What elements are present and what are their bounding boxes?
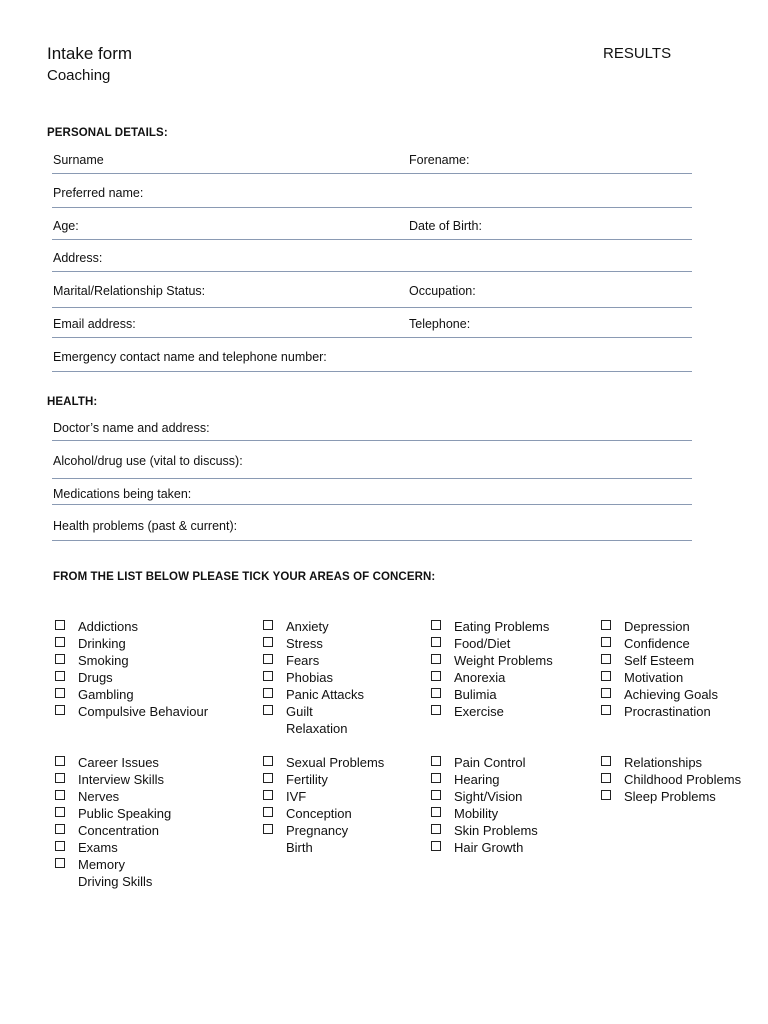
concern-item[interactable] [429,771,538,788]
concern-label: IVF [286,789,307,804]
concern-item[interactable] [53,686,208,703]
occupation-label: Occupation: [409,284,476,298]
checkbox[interactable] [55,671,65,681]
checkbox[interactable] [263,620,273,630]
concern-label: Motivation [624,670,684,685]
concern-list-sexual [261,754,384,856]
field-underline [52,271,692,272]
checkbox[interactable] [431,756,441,766]
concern-label: Public Speaking [78,806,172,821]
concern-label: Bulimia [454,687,497,702]
concern-label: Pregnancy [286,823,349,838]
checkbox[interactable] [601,671,611,681]
checkbox[interactable] [431,654,441,664]
field-underline [52,239,692,240]
concern-item[interactable] [53,754,171,771]
concern-item[interactable] [53,703,208,720]
concern-item[interactable] [261,669,364,686]
telephone-label: Telephone: [409,317,471,331]
checkbox[interactable] [431,841,441,851]
concern-item[interactable] [53,873,171,890]
concern-label: Concentration [78,823,159,838]
health-heading: HEALTH: [47,396,98,408]
concern-item[interactable] [429,788,538,805]
health-problems-label: Health problems (past & current): [53,519,238,533]
medications-label: Medications being taken: [53,487,192,501]
concern-item[interactable] [261,652,364,669]
checkbox[interactable] [431,637,441,647]
checkbox[interactable] [55,637,65,647]
concern-label: Exercise [454,704,504,719]
checkbox[interactable] [263,756,273,766]
concern-item[interactable] [53,839,171,856]
form-subtitle: Coaching [47,67,111,84]
concern-item[interactable] [53,635,208,652]
concern-label: Anxiety [286,619,329,634]
concern-list-depression [599,618,718,720]
checkbox[interactable] [431,620,441,630]
concern-item[interactable] [261,703,364,720]
concern-item[interactable] [261,805,384,822]
results-label: RESULTS [603,45,672,62]
concern-item[interactable] [429,703,553,720]
concern-item[interactable] [261,771,384,788]
checkbox[interactable] [55,841,65,851]
checkbox[interactable] [263,654,273,664]
concern-label: Depression [624,619,690,634]
concern-list-addictions [53,618,208,720]
concern-item[interactable] [429,839,538,856]
checkbox[interactable] [55,620,65,630]
doctor-label: Doctor’s name and address: [53,421,210,435]
field-underline [52,478,692,479]
concern-label: Eating Problems [454,619,550,634]
concern-label: Compulsive Behaviour [78,704,209,719]
checkbox[interactable] [601,773,611,783]
concern-label: Fears [286,653,320,668]
concern-label: Hearing [454,772,500,787]
checkbox[interactable] [601,705,611,715]
checkbox[interactable] [431,790,441,800]
concern-item[interactable] [599,754,741,771]
field-underline [52,307,692,308]
concern-label: Mobility [454,806,499,821]
concern-item[interactable] [599,652,718,669]
concern-label: Nerves [78,789,120,804]
concern-label: Interview Skills [78,772,164,787]
concern-item[interactable] [429,635,553,652]
concern-item[interactable] [261,618,364,635]
concern-label: Achieving Goals [624,687,718,702]
concern-label: Stress [286,636,323,651]
checkbox[interactable] [431,807,441,817]
form-title: Intake form [47,44,133,63]
alcohol-label: Alcohol/drug use (vital to discuss): [53,454,243,468]
concern-item[interactable] [53,805,171,822]
concern-item[interactable] [429,652,553,669]
checkbox[interactable] [601,620,611,630]
concern-item[interactable] [53,771,171,788]
checkbox[interactable] [263,637,273,647]
field-underline [52,371,692,372]
concern-item[interactable] [429,805,538,822]
concern-item[interactable] [53,618,208,635]
concern-label: Relationships [624,755,703,770]
concern-item[interactable] [53,788,171,805]
concerns-heading: FROM THE LIST BELOW PLEASE TICK YOUR AREAS OF CONCERN: [53,571,436,583]
concern-label: Career Issues [78,755,159,770]
concern-list-pain [429,754,538,856]
doctor-row[interactable] [52,421,692,441]
checkbox[interactable] [601,654,611,664]
field-underline [52,540,692,541]
concern-item[interactable] [261,686,364,703]
marital-occupation-row[interactable] [52,284,692,308]
health-problems-row[interactable] [52,519,692,541]
concern-label: Sight/Vision [454,789,523,804]
concern-label: Relaxation [286,721,348,736]
field-underline [52,440,692,441]
address-label: Address: [53,251,103,265]
concern-label: Fertility [286,772,328,787]
concern-list-eating [429,618,553,720]
checkbox[interactable] [55,824,65,834]
concern-item[interactable] [429,618,553,635]
medications-row[interactable] [52,487,692,505]
concern-label: Childhood Problems [624,772,742,787]
concern-label: Drinking [78,636,126,651]
concern-item[interactable] [429,669,553,686]
concern-label: Smoking [78,653,129,668]
concern-list-career [53,754,171,890]
checkbox[interactable] [55,688,65,698]
field-underline [52,173,692,174]
concern-label: Anorexia [454,670,506,685]
concern-label: Gambling [78,687,134,702]
checkbox[interactable] [431,773,441,783]
concern-item[interactable] [53,669,208,686]
concern-label: Food/Diet [454,636,511,651]
concern-item[interactable] [599,703,718,720]
personal-details-heading: PERSONAL DETAILS: [47,127,168,139]
concern-item[interactable] [53,652,208,669]
concern-label: Exams [78,840,118,855]
surname-label: Surname [53,153,104,167]
concern-item[interactable] [429,686,553,703]
checkbox[interactable] [601,637,611,647]
preferred-name-row[interactable] [52,185,692,208]
checkbox[interactable] [431,824,441,834]
checkbox[interactable] [55,858,65,868]
alcohol-row[interactable] [52,454,692,479]
concern-label: Sexual Problems [286,755,385,770]
concern-item[interactable] [429,754,538,771]
email-label: Email address: [53,317,136,331]
surname-forename-row[interactable] [52,152,692,174]
checkbox[interactable] [263,688,273,698]
concern-label: Pain Control [454,755,526,770]
concern-label: Memory [78,857,125,872]
address-row[interactable] [52,251,692,272]
checkbox[interactable] [55,756,65,766]
checkbox[interactable] [263,773,273,783]
concern-label: Hair Growth [454,840,524,855]
checkbox[interactable] [431,705,441,715]
email-telephone-row[interactable] [52,317,692,338]
concern-item[interactable] [261,788,384,805]
preferred-name-label: Preferred name: [53,186,144,200]
concern-item[interactable] [599,618,718,635]
concern-item[interactable] [599,788,741,805]
checkbox[interactable] [55,654,65,664]
concern-item[interactable] [599,771,741,788]
concern-label: Drugs [78,670,113,685]
checkbox[interactable] [55,790,65,800]
checkbox[interactable] [55,705,65,715]
concern-label: Guilt [286,704,313,719]
concern-item[interactable] [599,635,718,652]
age-label: Age: [53,219,79,233]
checkbox[interactable] [263,824,273,834]
concern-label: Procrastination [624,704,711,719]
concern-item[interactable] [261,754,384,771]
concern-item[interactable] [261,839,384,856]
checkbox[interactable] [601,790,611,800]
concern-label: Birth [286,840,313,855]
emergency-contact-label: Emergency contact name and telephone number: [53,350,327,364]
concern-item[interactable] [53,856,171,873]
concern-label: Weight Problems [454,653,553,668]
age-dob-row[interactable] [52,219,692,240]
checkbox[interactable] [601,756,611,766]
concern-label: Addictions [78,619,138,634]
concern-label: Panic Attacks [286,687,365,702]
concern-item[interactable] [429,822,538,839]
concern-label: Driving Skills [78,874,153,889]
concern-item[interactable] [261,635,364,652]
marital-status-label: Marital/Relationship Status: [53,284,206,298]
concern-item[interactable] [261,822,384,839]
checkbox[interactable] [431,688,441,698]
field-underline [52,337,692,338]
checkbox[interactable] [263,790,273,800]
concern-item[interactable] [599,669,718,686]
concern-list-relationships [599,754,741,805]
emergency-contact-row[interactable] [52,350,692,372]
concern-label: Self Esteem [624,653,695,668]
concern-label: Confidence [624,636,690,651]
concern-label: Conception [286,806,352,821]
checkbox[interactable] [601,688,611,698]
checkbox[interactable] [55,807,65,817]
concern-item[interactable] [261,720,364,737]
checkbox[interactable] [55,773,65,783]
field-underline [52,207,692,208]
concern-label: Sleep Problems [624,789,716,804]
checkbox[interactable] [431,671,441,681]
checkbox[interactable] [263,807,273,817]
dob-label: Date of Birth: [409,219,482,233]
field-underline [52,504,692,505]
concern-list-anxiety [261,618,364,737]
checkbox[interactable] [263,671,273,681]
concern-item[interactable] [599,686,718,703]
concern-item[interactable] [53,822,171,839]
forename-label: Forename: [409,153,470,167]
concern-label: Skin Problems [454,823,538,838]
concern-label: Phobias [286,670,333,685]
checkbox[interactable] [263,705,273,715]
